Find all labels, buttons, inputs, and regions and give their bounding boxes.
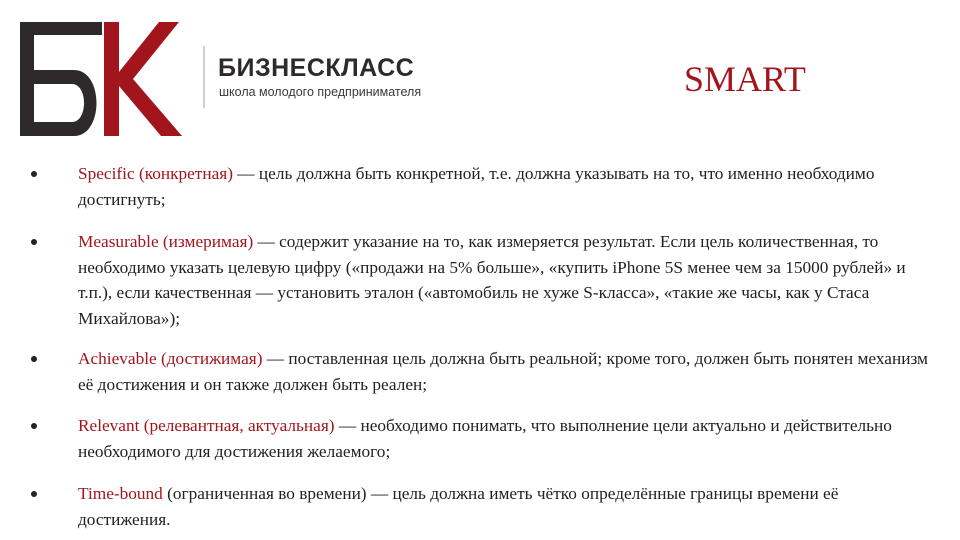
logo-letter-b bbox=[20, 22, 102, 136]
item-term: Specific (конкретная) bbox=[78, 164, 233, 183]
logo-divider bbox=[203, 46, 205, 108]
list-item-relevant bbox=[78, 413, 928, 464]
item-term: Achievable (достижимая) bbox=[78, 349, 263, 368]
item-text: (ограниченная во времени) — цель должна иметь чётко определённые границы времени её достижения. bbox=[78, 484, 839, 529]
bullet-icon bbox=[31, 239, 37, 245]
bullet-icon bbox=[31, 171, 37, 177]
list-item-specific bbox=[78, 161, 928, 212]
item-text: — поставленная цель должна быть реальной; кроме того, должен быть понятен механизм её достижения и он также должен быть реален; bbox=[78, 349, 928, 394]
list-item-time-bound bbox=[78, 481, 928, 532]
slide-title: SMART bbox=[684, 59, 806, 99]
brand-name: БИЗНЕСКЛАСС bbox=[218, 54, 415, 82]
brand-tagline: школа молодого предпринимателя bbox=[219, 85, 422, 99]
item-text: — необходимо понимать, что выполнение цели актуально и действительно необходимого для достижения желаемого; bbox=[78, 416, 892, 461]
item-term: Measurable (измеримая) bbox=[78, 232, 254, 251]
bullet-icon bbox=[31, 423, 37, 429]
logo-letter-k bbox=[104, 22, 182, 136]
bullet-icon bbox=[31, 356, 37, 362]
item-text: — цель должна быть конкретной, т.е. должна указывать на то, что именно необходимо достигнуть; bbox=[78, 164, 875, 209]
item-text: — содержит указание на то, как измеряется результат. Если цель количественная, то необходимо указать целевую цифру («продажи на 5% больше», «купить iPhone 5S менее чем за 15000 рублей» и т.п.), если качественная — установить эталон («автомобиль не хуже S-класса», «такие же часы, как у Стаса Михайлова»); bbox=[78, 232, 906, 328]
bk-logo-mark bbox=[18, 20, 184, 138]
list-item-achievable bbox=[78, 346, 928, 397]
list-item-measurable bbox=[78, 229, 928, 331]
item-term: Time-bound bbox=[78, 484, 163, 503]
bullet-icon bbox=[31, 491, 37, 497]
item-term: Relevant (релевантная, актуальная) bbox=[78, 416, 335, 435]
